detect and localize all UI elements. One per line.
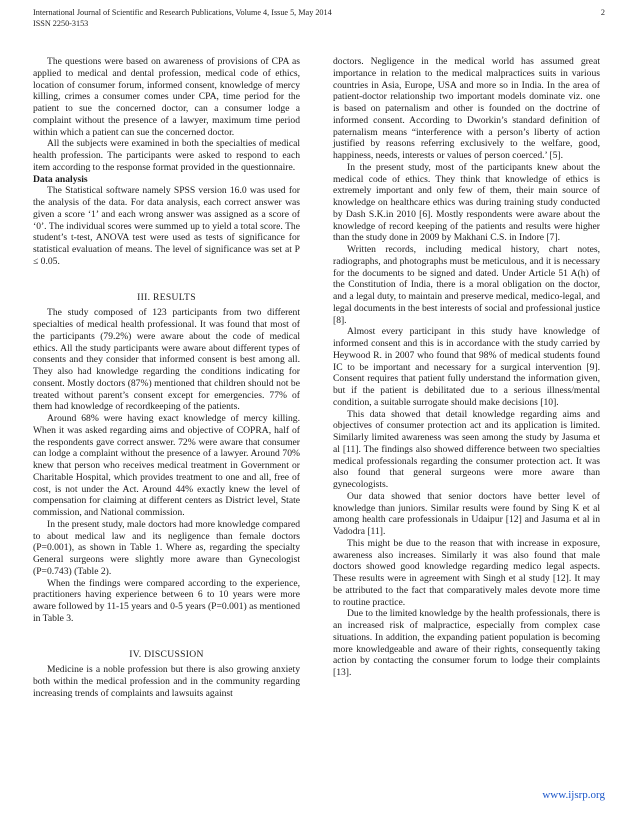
discussion-heading: IV. DISCUSSION — [129, 648, 204, 660]
paragraph: The questions were based on awareness of provisions of CPA as applied to medical and dental profession, medical code of ethics, location of consumer forum, informed consent, knowledge of mercy killing, crimes a consumer comes under CPA, time period for the patient to sue the concerned doctor, can a consumer lodge a complaint without the presence of a lawyer, maximum time period within which a patient can sue the concerned doctor. — [33, 56, 300, 138]
paragraph: Medicine is a noble profession but there is also growing anxiety both within the medical profession and in the community regarding increasing trends of complaints and lawsuits against — [33, 664, 300, 699]
issn: ISSN 2250-3153 — [33, 18, 89, 28]
paragraph: This might be due to the reason that with increase in exposure, awareness also increases. Similarly it was also found that male doctors showed good knowledge regarding medico legal aspects. These results were in agreement with Singh et al study [12]. It may be attributed to the fact that comparatively males devote more time to routine practice. — [333, 537, 600, 608]
paragraph: Almost every participant in this study have knowledge of informed consent and this is in accordance with the study carried by Heywood R. in 2007 who found that 98% of medical students found IC to be important and necessary for a surgical intervention [9]. Consent requires that patient fully understand the information given, but if the patient is debilitated due to a serious illness/mental condition, a suitable surrogate should make decisions [10]. — [333, 326, 600, 408]
paragraph: All the subjects were examined in both the specialties of medical health profession. The participants were asked to respond to each item according to the response format provided in the questionnaire. — [33, 138, 300, 173]
paragraph: This data showed that detail knowledge regarding aims and objectives of consumer protection act and its application is limited. Similarly limited awareness was seen among the study by Jasuma et al [11]. The findings also showed difference between two specialties medical professionals regarding the consumer protection act. It was also found that general surgeons were more aware than gynecologists. — [333, 408, 600, 490]
results-heading: III. RESULTS — [137, 291, 196, 303]
paragraph: In the present study, most of the participants knew about the medical code of ethics. They think that knowledge of ethics is extremely important and only few of them, their main source of knowledge on healthcare ethics was during training study conducted by Dash S.K.in 2010 [6]. Mostly respondents were aware about the knowledge of record keeping of the patients and results were higher than the study done in 2009 by Makhani C.S. in Indore [7]. — [333, 161, 600, 244]
data-analysis-heading: Data analysis — [33, 173, 88, 185]
paragraph: Our data showed that senior doctors have better level of knowledge than juniors. Similar results were found by Sing K et al among health care professionals in Udaipur [12] and Jasuma et al in Vadodra [11]. — [333, 490, 600, 537]
left-column — [33, 56, 300, 700]
page-header — [33, 8, 605, 29]
paragraph: Written records, including medical history, chart notes, radiographs, and photographs must be meticulous, and it is necessary for the documents to be signed and dated. Under Article 51 A(h) of the Constitution of India, there is a moral obligation on the doctor, and a legal duty, to maintain and preserve medical, medico-legal, and legal documents in the best interests of social and professional justice [8]. — [333, 244, 600, 326]
paragraph: The Statistical software namely SPSS version 16.0 was used for the analysis of the data. For data analysis, each correct answer was given a score ‘1’ and each wrong answer was assigned as a score of ‘0’. The individual scores were summed up to yield a total score. The student’s t-test, ANOVA test were used as tests of significance for statistical evaluation of means. The level of significance was set at P ≤ 0.05. — [33, 185, 300, 267]
footer-url[interactable]: www.ijsrp.org — [542, 789, 605, 801]
page-number: 2 — [600, 8, 605, 17]
paragraph: The study composed of 123 participants from two different specialties of medical health professional. It was found that most of the participants (79.2%) were aware about the code of medical ethics. All the study participants were aware about different types of consents and they consider that informed consent is best among all. They also had knowledge regarding the conditions indicating for consent. Mostly doctors (87%) mentioned that children should not be treated without parent’s consent except for emergencies. 77% of them had knowledge of recordkeeping of the patients. — [33, 307, 300, 413]
paragraph: doctors. Negligence in the medical world has assumed great importance in relation to the medical malpractices suits in various countries in Asia, Europe, USA and more so in India. In the area of patient-doctor relationship two important models dominate viz. one is based on paternalism and other is founded on the doctrine of informed consent. According to Dworkin’s standard definition of paternalism means “interference with a person’s liberty of action justified by reasons referring exclusively to the welfare, good, happiness, needs, interests or values of person coerced.’ [5]. — [333, 56, 600, 161]
paragraph: In the present study, male doctors had more knowledge compared to about medical law and its negligence than female doctors (P=0.001), as shown in Table 1. Where as, regarding the specialty General surgeons were slightly more aware than Gynecologist (P=0.743) (Table 2). — [33, 518, 300, 577]
paragraph: Around 68% were having exact knowledge of mercy killing. When it was asked regarding aims and objective of COPRA, half of the respondents gave correct answer. 72% were aware that consumer can lodge a complaint without the presence of a lawyer. Around 70% knew that person who receives medical treatment in Government or Charitable Hospital, which provides treatment to one and all, free of cost, is not under the Act. Around 44% exactly knew the level of compensation for claiming at different centers as District level, State commission, and National commission. — [33, 413, 300, 518]
journal-title: International Journal of Scientific and Research Publications, Volume 4, Issue 5, May 2014 — [33, 8, 332, 17]
paragraph: Due to the limited knowledge by the health professionals, there is an increased risk of malpractice, especially from complex case situations. In addition, the expanding patient population is becoming more knowledgeable and aware of their rights, consequently taking action by contacting the consumer forum to lodge their complaints [13]. — [333, 608, 600, 678]
paragraph: When the findings were compared according to the experience, practitioners having experience between 6 to 10 years were more aware followed by 11-15 years and 0-5 years (P=0.001) as mentioned in Table 3. — [33, 577, 300, 624]
right-column — [333, 56, 600, 679]
